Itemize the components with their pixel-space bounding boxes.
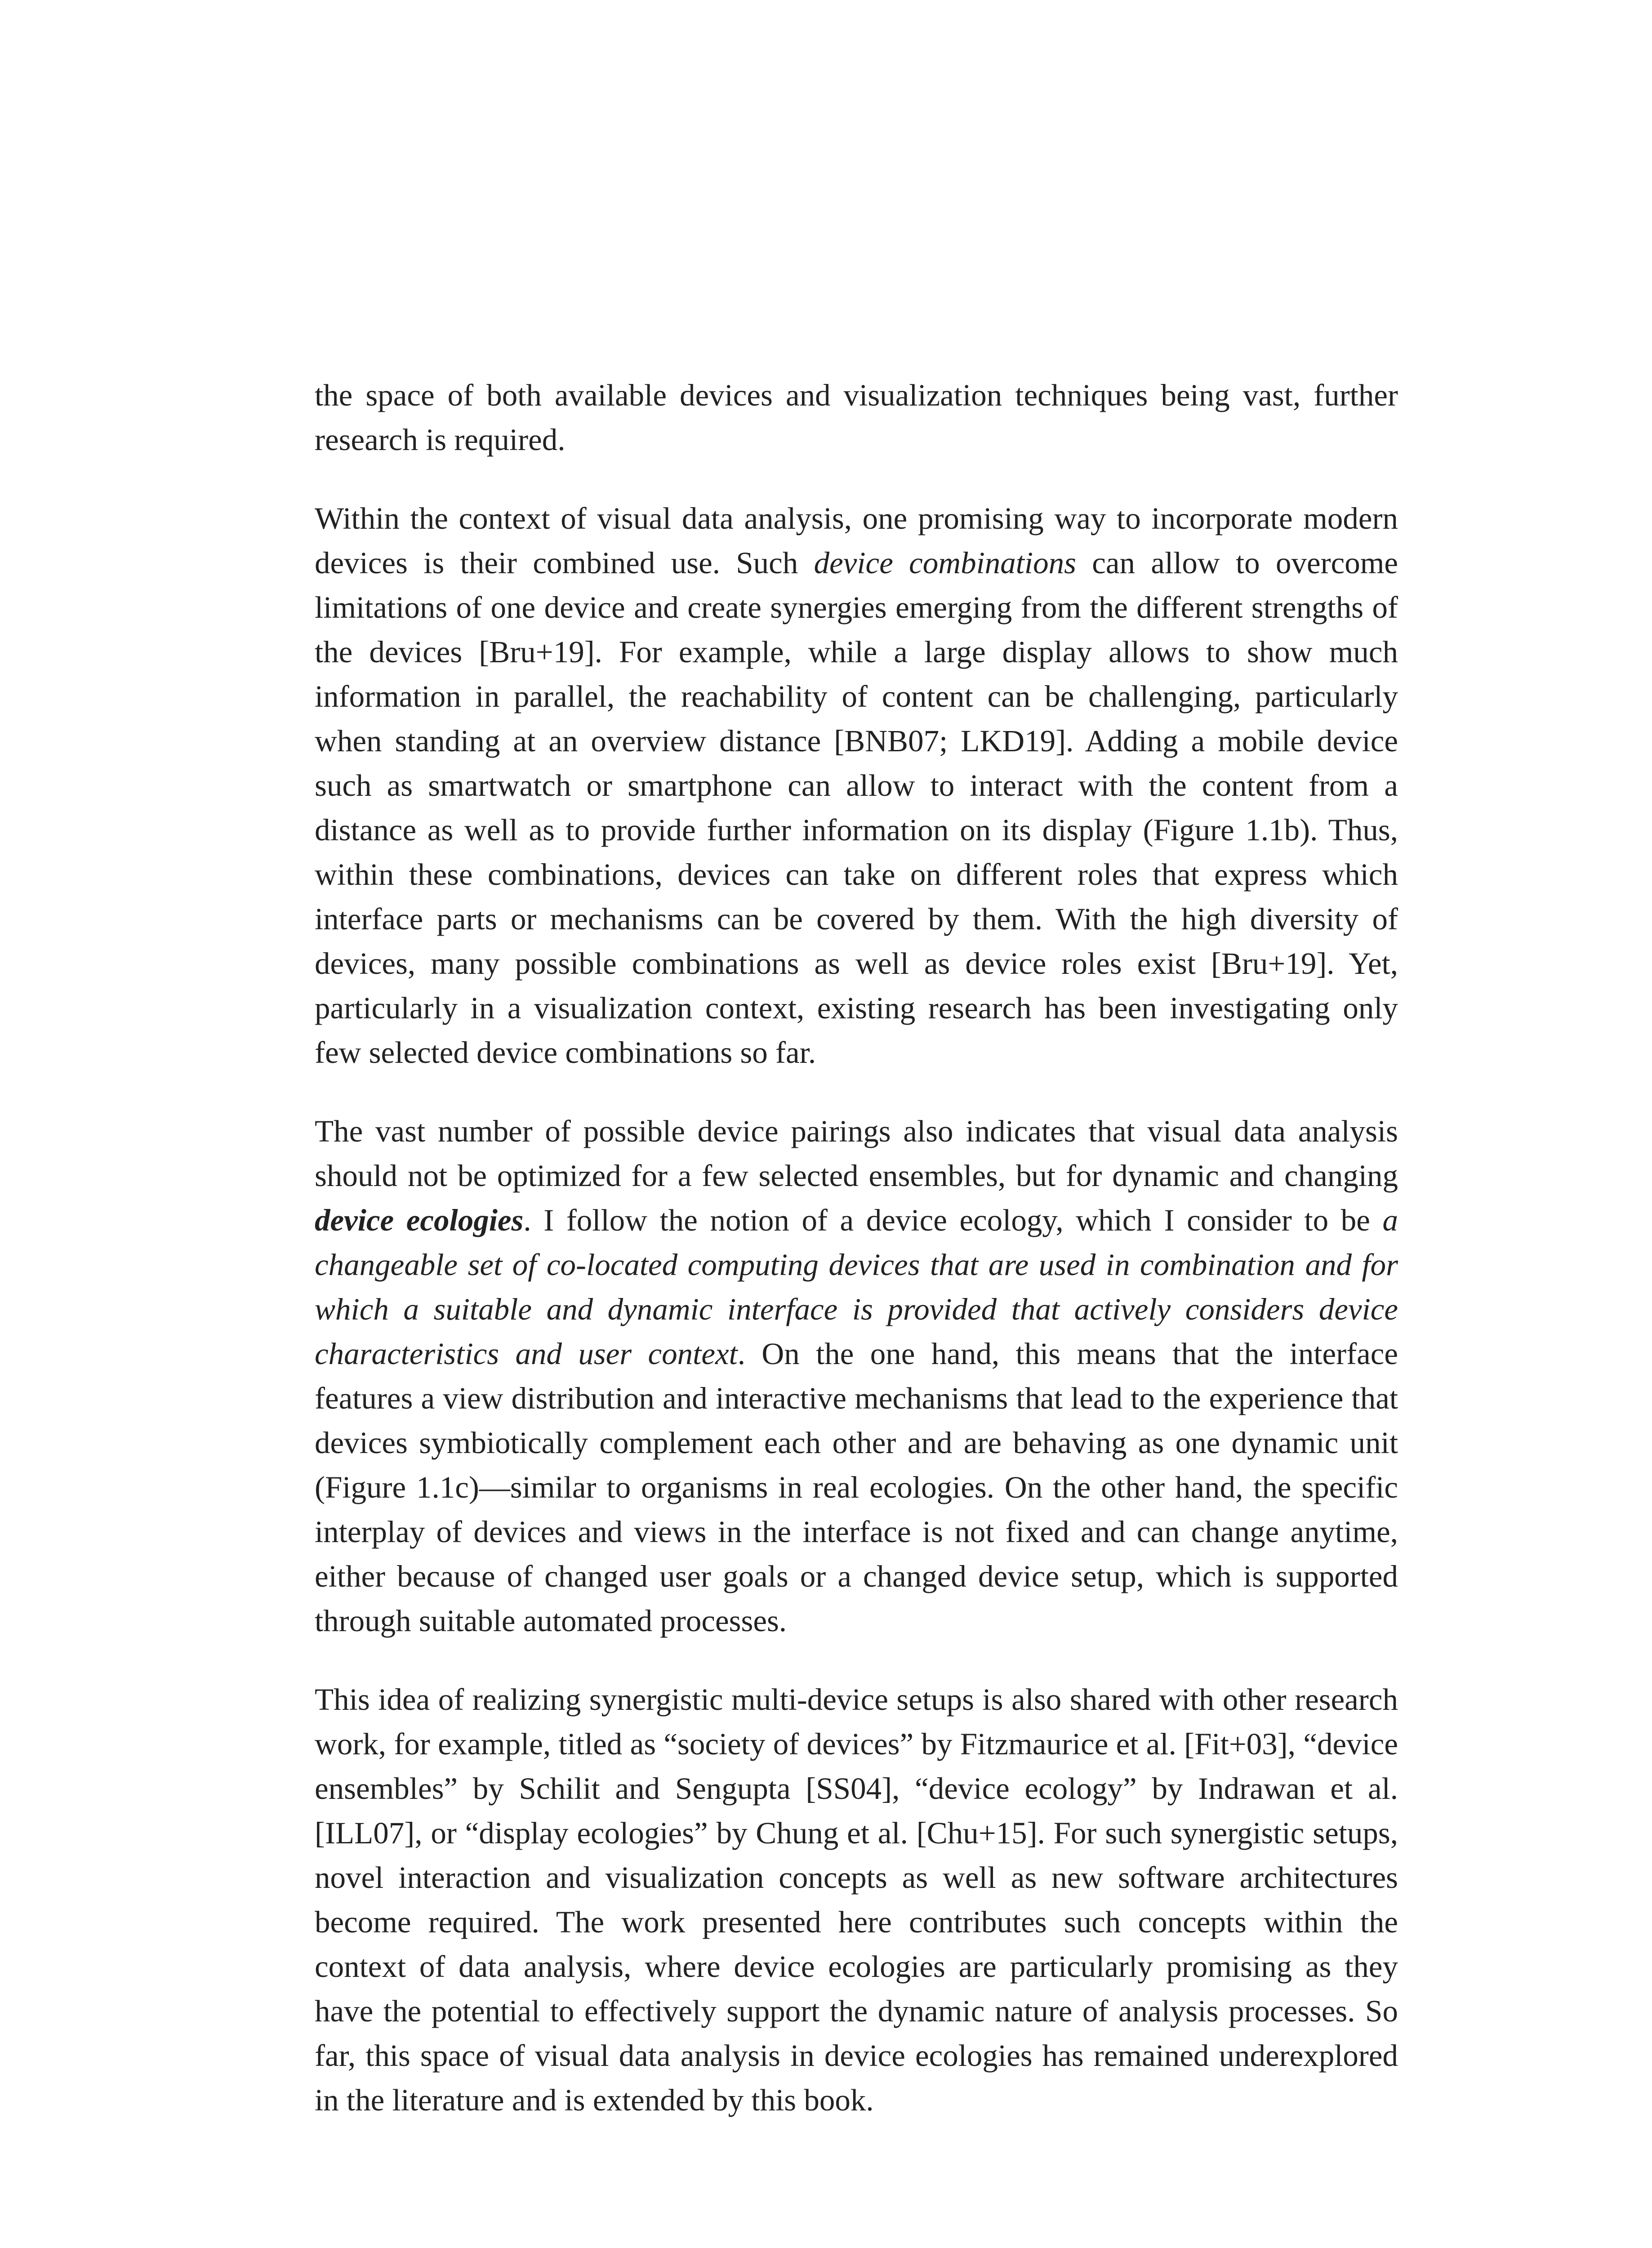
paragraph-4-text: This idea of realizing synergistic multi-device setups is also shared with other research work, for example, titled as “society of devices” by Fitzmaurice et al. [Fit+03], “device ensembles” by Schilit and Sengupta [SS04], “device ecology” by Indrawan et al. [ILL07], or “display ecologies” by Chung et al. [Chu+15]. For such synergistic setups, novel interaction and visualization concepts as well as new software architectures become required. The work presented here contributes such concepts within the context of data analysis, where device ecologies are particularly promising as they have the potential to effectively support the dynamic nature of analysis processes. So far, this space of visual data analysis in device ecologies has remained underexplored in the literature and is extended by this book. (315, 1682, 1398, 2117)
paragraph-1-text: the space of both available devices and visualization techniques being vast, further research is required. (315, 378, 1398, 457)
term-device-combinations: device combinations (814, 546, 1076, 580)
paragraph-3-text-e: . On the one hand, this means that the interface features a view distribution and interactive mechanisms that lead to the experience that devices symbiotically complement each other and are behaving as one dynamic unit (Figure 1.1c)—similar to organisms in real ecologies. On the other hand, the specific interplay of devices and views in the interface is not fixed and can change anytime, either because of changed user goals or a changed device setup, which is supported through suitable automated processes. (315, 1337, 1398, 1638)
body-text (315, 373, 1398, 2123)
paragraph-device-combinations (315, 496, 1398, 1075)
paragraph-2-text-a: Within the context of visual data analysis, one promising way to incorporate modern devices is their combined use. Such (315, 501, 1398, 580)
device-ecology-definition: a changeable set of co-located computing devices that are used in combination and for which a suitable and dynamic interface is provided that actively considers device characteristics and user context (315, 1203, 1398, 1371)
paragraph-3-text-a: The vast number of possible device pairings also indicates that visual data analysis should not be optimized for a few selected ensembles, but for dynamic and changing (315, 1114, 1398, 1193)
term-device-ecologies: device ecologies (315, 1203, 524, 1237)
paragraph-related-work (315, 1677, 1398, 2123)
paragraph-3-text-c: . I follow the notion of a device ecology, which I consider to be (523, 1203, 1383, 1237)
paragraph-2-text-c: can allow to overcome limitations of one device and create synergies emerging from the different strengths of the devices [Bru+19]. For example, while a large display allows to show much information in parallel, the reachability of content can be challenging, particularly when standing at an overview distance [BNB07; LKD19]. Adding a mobile device such as smartwatch or smartphone can allow to interact with the content from a distance as well as to provide further information on its display (Figure 1.1b). Thus, within these combinations, devices can take on different roles that express which interface parts or mechanisms can be covered by them. With the high diversity of devices, many possible combinations as well as device roles exist [Bru+19]. Yet, particularly in a visualization context, existing research has been investigating only few selected device combinations so far. (315, 546, 1398, 1070)
paragraph-continuation (315, 373, 1398, 462)
paragraph-device-ecologies (315, 1109, 1398, 1643)
